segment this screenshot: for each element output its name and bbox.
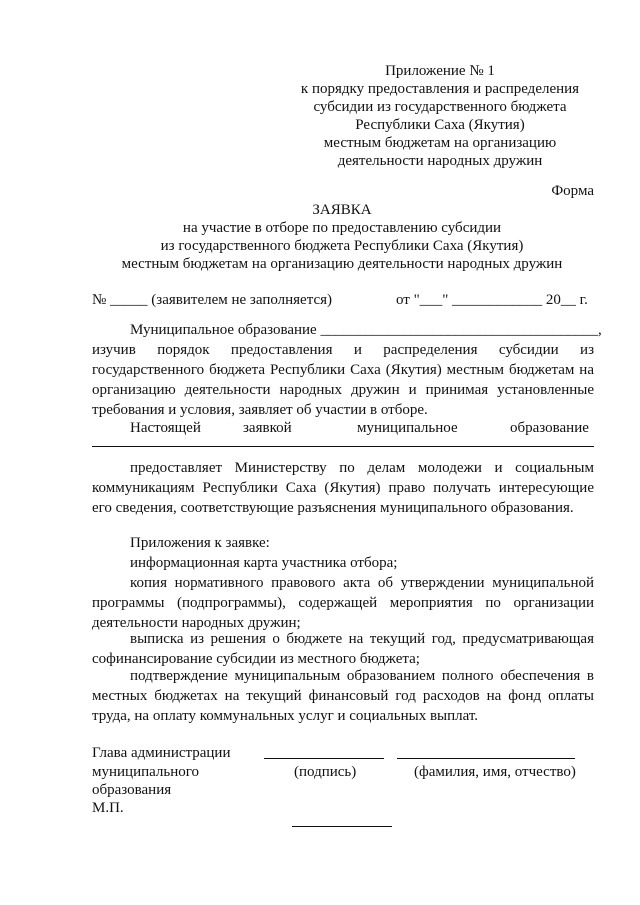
attachments-heading: Приложения к заявке: [130, 535, 270, 551]
appendix-line: Приложение № 1 [385, 63, 495, 79]
title-line: из государственного бюджета Республики Саха (Якутия) [160, 238, 524, 254]
stamp-place: М.П. [92, 800, 124, 816]
appendix-line: местным бюджетам на организацию [323, 135, 557, 151]
paragraph-line: требования и условия, заявляет об участии в отборе. [92, 402, 428, 418]
signature-role: образования [92, 782, 172, 798]
paragraph-line: труда, на оплату коммунальных услуг и социальных выплат. [92, 708, 479, 724]
title-line: на участие в отборе по предоставлению субсидии [182, 220, 502, 236]
appendix-line: деятельности народных дружин [337, 153, 543, 169]
paragraph-line: изучив порядок предоставления и распределения субсидии из [92, 342, 594, 358]
attachment-item [92, 629, 594, 669]
paragraph-rights [92, 458, 594, 518]
attachment-item [92, 666, 594, 726]
paragraph-line: государственного бюджета Республики Саха (Якутия) местным бюджетам на [92, 362, 594, 378]
appendix-block [290, 62, 590, 170]
end-separator [292, 826, 392, 827]
attachment-item: информационная карта участника отбора; [130, 555, 398, 571]
full-name-line [397, 758, 575, 759]
paragraph-line: копия нормативного правового акта об утверждении муниципальной [130, 575, 594, 591]
paragraph-line: предоставляет Министерству по делам молодежи и социальным [130, 460, 594, 476]
paragraph-line: деятельности народных дружин; [92, 615, 301, 631]
form-label: Форма [551, 183, 594, 199]
paragraph-line: организацию деятельности народных дружин и принимая установленные [92, 382, 594, 398]
application-number: № _____ (заявителем не заполняется) [92, 292, 333, 308]
paragraph-line: его сведения, соответствующие разъяснения муниципального образования. [92, 500, 574, 516]
full-name-caption: (фамилия, имя, отчество) [414, 764, 576, 780]
municipality-blank-line [92, 446, 594, 447]
paragraph-line: выписка из решения о бюджете на текущий год, предусматривающая [130, 631, 594, 647]
application-date: от "___" ____________ 20__ г. [396, 292, 588, 308]
appendix-line: Республики Саха (Якутия) [355, 117, 525, 133]
paragraph-line: коммуникациям Республики Саха (Якутия) право получать интересующие [92, 480, 594, 496]
appendix-line: субсидии из государственного бюджета [313, 99, 567, 115]
paragraph-word: образование [510, 420, 589, 436]
signature-role: муниципального [92, 764, 200, 780]
appendix-line: к порядку предоставления и распределения [300, 81, 580, 97]
paragraph-line: программы (подпрограммы), содержащей мероприятия по организации [92, 595, 594, 611]
attachment-item [92, 573, 594, 633]
paragraph-line: софинансирование субсидии из местного бюджета; [92, 651, 420, 667]
paragraph-line: подтверждение муниципальным образованием полного обеспечения в [130, 668, 594, 684]
title-line: местным бюджетам на организацию деятельности народных дружин [121, 256, 563, 272]
title-heading: ЗАЯВКА [312, 202, 372, 218]
paragraph-word: заявкой [243, 420, 292, 436]
signature-caption: (подпись) [294, 764, 357, 780]
paragraph-line: Муниципальное образование _____________________________________, [130, 322, 602, 338]
signature-role: Глава администрации [92, 745, 231, 761]
paragraph-intro [92, 320, 602, 420]
signature-line [264, 758, 384, 759]
paragraph-word: муниципальное [357, 420, 458, 436]
paragraph-line: местных бюджетах на текущий финансовый год расходов на фонд оплаты [92, 688, 594, 704]
paragraph-word: Настоящей [130, 420, 201, 436]
